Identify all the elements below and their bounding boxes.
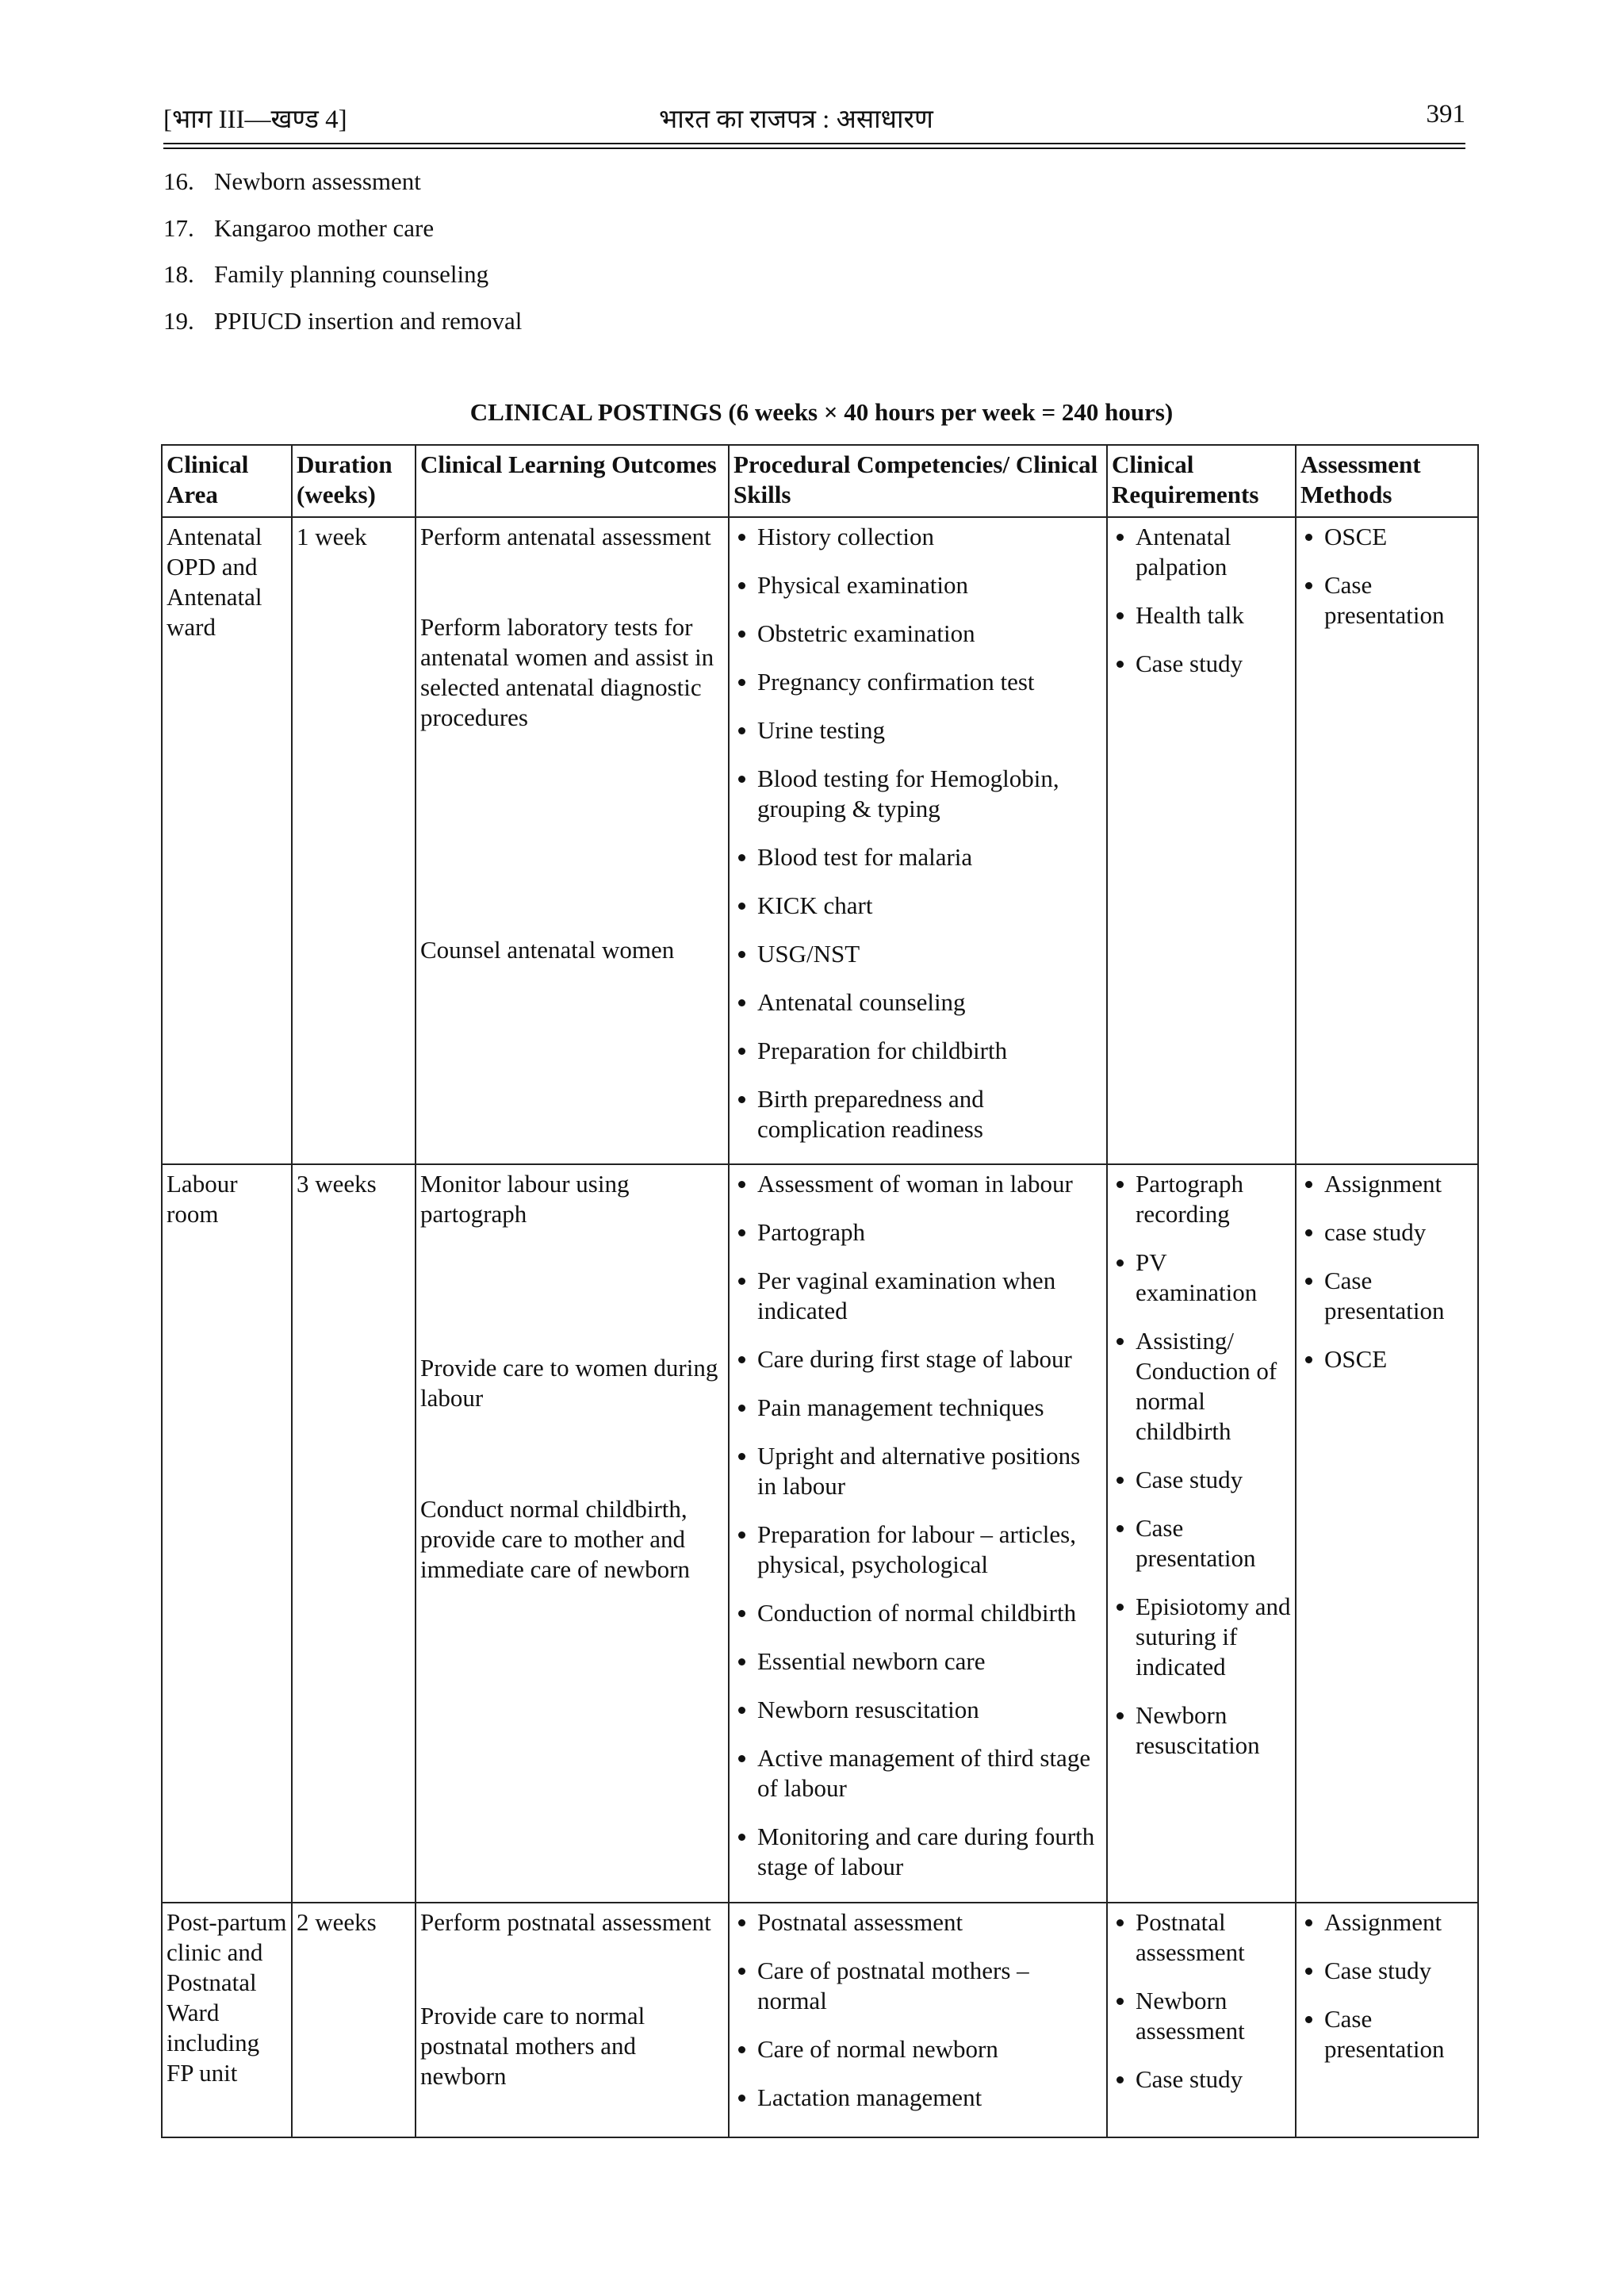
skill-item: Pain management techniques xyxy=(733,1393,1102,1423)
learning-outcome: Perform antenatal assessment xyxy=(420,523,711,550)
requirement-item: Newborn assessment xyxy=(1112,1986,1291,2046)
list-item xyxy=(163,305,522,352)
list-item xyxy=(163,213,522,259)
bullet-icon xyxy=(738,854,745,861)
bullet-icon xyxy=(738,951,745,958)
list-text: Newborn assessment xyxy=(214,167,421,195)
section-title: CLINICAL POSTINGS (6 weeks × 40 hours per week = 240 hours) xyxy=(469,398,1174,426)
requirement-item: Case study xyxy=(1112,2064,1291,2095)
learning-outcome: Perform postnatal assessment xyxy=(420,1908,711,1936)
bullet-icon xyxy=(1116,1712,1124,1719)
bullet-icon xyxy=(738,631,745,638)
bullet-icon xyxy=(1305,1229,1312,1236)
learning-outcome: Monitor labour using partograph xyxy=(420,1170,630,1228)
skill-item: History collection xyxy=(733,522,1102,552)
skill-item: USG/NST xyxy=(733,939,1102,969)
bullet-icon xyxy=(738,1096,745,1103)
bullet-icon xyxy=(738,2046,745,2053)
list-number: 17. xyxy=(163,213,194,242)
list-text: PPIUCD insertion and removal xyxy=(214,306,523,335)
assessment-item: case study xyxy=(1300,1217,1473,1248)
header-rule xyxy=(163,148,1465,149)
bullet-icon xyxy=(738,903,745,910)
skill-item: Conduction of normal childbirth xyxy=(733,1598,1102,1628)
skill-item: Care of postnatal mothers – normal xyxy=(733,1956,1102,2016)
assessment-item: Case study xyxy=(1300,1956,1473,1986)
skill-item: Care during first stage of labour xyxy=(733,1344,1102,1374)
assessment-item: OSCE xyxy=(1300,1344,1473,1374)
bullet-icon xyxy=(1305,1356,1312,1363)
header-rule xyxy=(163,143,1465,144)
assessment-item: OSCE xyxy=(1300,522,1473,552)
bullet-icon xyxy=(1116,1181,1124,1188)
requirement-item: Partograph recording xyxy=(1112,1169,1291,1229)
requirements-cell xyxy=(1107,517,1296,1164)
skills-cell xyxy=(729,1164,1107,1903)
skill-item: Preparation for childbirth xyxy=(733,1036,1102,1066)
bullet-icon xyxy=(1116,1259,1124,1267)
column-header: Procedural Competencies/ Clinical Skills xyxy=(729,445,1107,517)
assessment-item: Assignment xyxy=(1300,1169,1473,1199)
bullet-icon xyxy=(738,1610,745,1617)
skill-item: Birth preparedness and complication readiness xyxy=(733,1084,1102,1144)
clinical-area-cell: Post-partum clinic and Postnatal Ward including FP unit xyxy=(162,1903,292,2137)
learning-outcome: Provide care to normal postnatal mothers and newborn xyxy=(420,2002,645,2090)
requirement-item: Newborn resuscitation xyxy=(1112,1700,1291,1761)
bullet-icon xyxy=(1116,1919,1124,1926)
skill-item: Antenatal counseling xyxy=(733,987,1102,1018)
requirement-item: Health talk xyxy=(1112,600,1291,631)
requirement-item: PV examination xyxy=(1112,1248,1291,1308)
bullet-icon xyxy=(738,679,745,686)
bullet-icon xyxy=(738,999,745,1006)
clinical-area-cell: Labour room xyxy=(162,1164,292,1903)
column-header: Clinical Area xyxy=(162,445,292,517)
clinical-postings-table xyxy=(161,444,1479,2138)
skill-item: Partograph xyxy=(733,1217,1102,1248)
table-header-row xyxy=(162,445,1478,517)
bullet-icon xyxy=(738,1181,745,1188)
skill-item: Per vaginal examination when indicated xyxy=(733,1266,1102,1326)
bullet-icon xyxy=(1116,612,1124,619)
outcomes-cell xyxy=(416,517,729,1164)
requirement-item: Postnatal assessment xyxy=(1112,1907,1291,1968)
requirement-item: Antenatal palpation xyxy=(1112,522,1291,582)
numbered-list xyxy=(163,166,522,351)
requirement-item: Case presentation xyxy=(1112,1513,1291,1573)
column-header: Duration (weeks) xyxy=(292,445,416,517)
bullet-icon xyxy=(738,776,745,783)
page-number: 391 xyxy=(1426,100,1465,128)
skills-cell xyxy=(729,1903,1107,2137)
skill-item: Care of normal newborn xyxy=(733,2034,1102,2064)
skill-item: Blood test for malaria xyxy=(733,842,1102,872)
bullet-icon xyxy=(738,582,745,589)
bullet-icon xyxy=(1116,1338,1124,1345)
learning-outcome: Perform laboratory tests for antenatal women and assist in selected antenatal diagnostic procedures xyxy=(420,613,714,731)
assessment-item: Case presentation xyxy=(1300,1266,1473,1326)
clinical-area-cell: Antenatal OPD and Antenatal ward xyxy=(162,517,292,1164)
requirement-item: Episiotomy and suturing if indicated xyxy=(1112,1592,1291,1682)
assessment-item: Case presentation xyxy=(1300,570,1473,631)
bullet-icon xyxy=(1116,1525,1124,1532)
skill-item: Assessment of woman in labour xyxy=(733,1169,1102,1199)
duration-cell: 3 weeks xyxy=(292,1164,416,1903)
bullet-icon xyxy=(1116,2076,1124,2083)
assessment-item: Assignment xyxy=(1300,1907,1473,1938)
learning-outcome: Provide care to women during labour xyxy=(420,1354,718,1412)
bullet-icon xyxy=(738,1405,745,1412)
bullet-icon xyxy=(738,727,745,734)
bullet-icon xyxy=(1116,1477,1124,1484)
skill-item: Physical examination xyxy=(733,570,1102,600)
list-item xyxy=(163,259,522,305)
requirements-cell xyxy=(1107,1164,1296,1903)
skill-item: Postnatal assessment xyxy=(733,1907,1102,1938)
skill-item: Blood testing for Hemoglobin, grouping & typing xyxy=(733,764,1102,824)
bullet-icon xyxy=(738,1356,745,1363)
bullet-icon xyxy=(738,1278,745,1285)
list-number: 19. xyxy=(163,306,194,335)
list-text: Kangaroo mother care xyxy=(214,213,435,242)
bullet-icon xyxy=(738,1707,745,1714)
gazette-title: भारत का राजपत्र : असाधारण xyxy=(659,105,933,134)
skill-item: Essential newborn care xyxy=(733,1646,1102,1677)
gazette-part: [भाग III—खण्ड 4] xyxy=(163,105,347,134)
skill-item: Upright and alternative positions in labour xyxy=(733,1441,1102,1501)
skill-item: Active management of third stage of labour xyxy=(733,1743,1102,1803)
bullet-icon xyxy=(738,1048,745,1055)
learning-outcome: Conduct normal childbirth, provide care to mother and immediate care of newborn xyxy=(420,1495,690,1583)
skill-item: Monitoring and care during fourth stage of labour xyxy=(733,1822,1102,1882)
requirement-item: Case study xyxy=(1112,1465,1291,1495)
bullet-icon xyxy=(738,1658,745,1665)
bullet-icon xyxy=(1116,1998,1124,2005)
requirement-item: Assisting/ Conduction of normal childbirth xyxy=(1112,1326,1291,1447)
bullet-icon xyxy=(1305,1181,1312,1188)
bullet-icon xyxy=(738,1968,745,1975)
list-text: Family planning counseling xyxy=(214,260,489,288)
requirement-item: Case study xyxy=(1112,649,1291,679)
skill-item: Lactation management xyxy=(733,2083,1102,2113)
bullet-icon xyxy=(1305,2016,1312,2023)
assessment-cell xyxy=(1296,1903,1478,2137)
duration-cell: 1 week xyxy=(292,517,416,1164)
table-row xyxy=(162,1903,1478,2137)
bullet-icon xyxy=(1116,1604,1124,1611)
outcomes-cell xyxy=(416,1903,729,2137)
assessment-cell xyxy=(1296,517,1478,1164)
bullet-icon xyxy=(1116,661,1124,668)
learning-outcome: Counsel antenatal women xyxy=(420,936,675,964)
column-header: Assessment Methods xyxy=(1296,445,1478,517)
column-header: Clinical Requirements xyxy=(1107,445,1296,517)
bullet-icon xyxy=(1305,1278,1312,1285)
assessment-cell xyxy=(1296,1164,1478,1903)
list-number: 16. xyxy=(163,167,194,195)
bullet-icon xyxy=(738,1919,745,1926)
bullet-icon xyxy=(1116,534,1124,541)
bullet-icon xyxy=(738,1755,745,1762)
bullet-icon xyxy=(1305,1919,1312,1926)
skill-item: Obstetric examination xyxy=(733,619,1102,649)
bullet-icon xyxy=(1305,582,1312,589)
skill-item: KICK chart xyxy=(733,891,1102,921)
duration-cell: 2 weeks xyxy=(292,1903,416,2137)
bullet-icon xyxy=(738,1229,745,1236)
table-row xyxy=(162,1164,1478,1903)
bullet-icon xyxy=(1305,1968,1312,1975)
assessment-item: Case presentation xyxy=(1300,2004,1473,2064)
skills-cell xyxy=(729,517,1107,1164)
bullet-icon xyxy=(738,2095,745,2102)
list-item xyxy=(163,166,522,213)
bullet-icon xyxy=(1305,534,1312,541)
bullet-icon xyxy=(738,1531,745,1539)
skill-item: Newborn resuscitation xyxy=(733,1695,1102,1725)
skill-item: Urine testing xyxy=(733,715,1102,746)
table-row xyxy=(162,517,1478,1164)
bullet-icon xyxy=(738,1834,745,1841)
list-number: 18. xyxy=(163,260,194,288)
bullet-icon xyxy=(738,1453,745,1460)
bullet-icon xyxy=(738,534,745,541)
column-header: Clinical Learning Outcomes xyxy=(416,445,729,517)
skill-item: Preparation for labour – articles, physical, psychological xyxy=(733,1520,1102,1580)
outcomes-cell xyxy=(416,1164,729,1903)
requirements-cell xyxy=(1107,1903,1296,2137)
skill-item: Pregnancy confirmation test xyxy=(733,667,1102,697)
page-header xyxy=(163,100,1465,140)
